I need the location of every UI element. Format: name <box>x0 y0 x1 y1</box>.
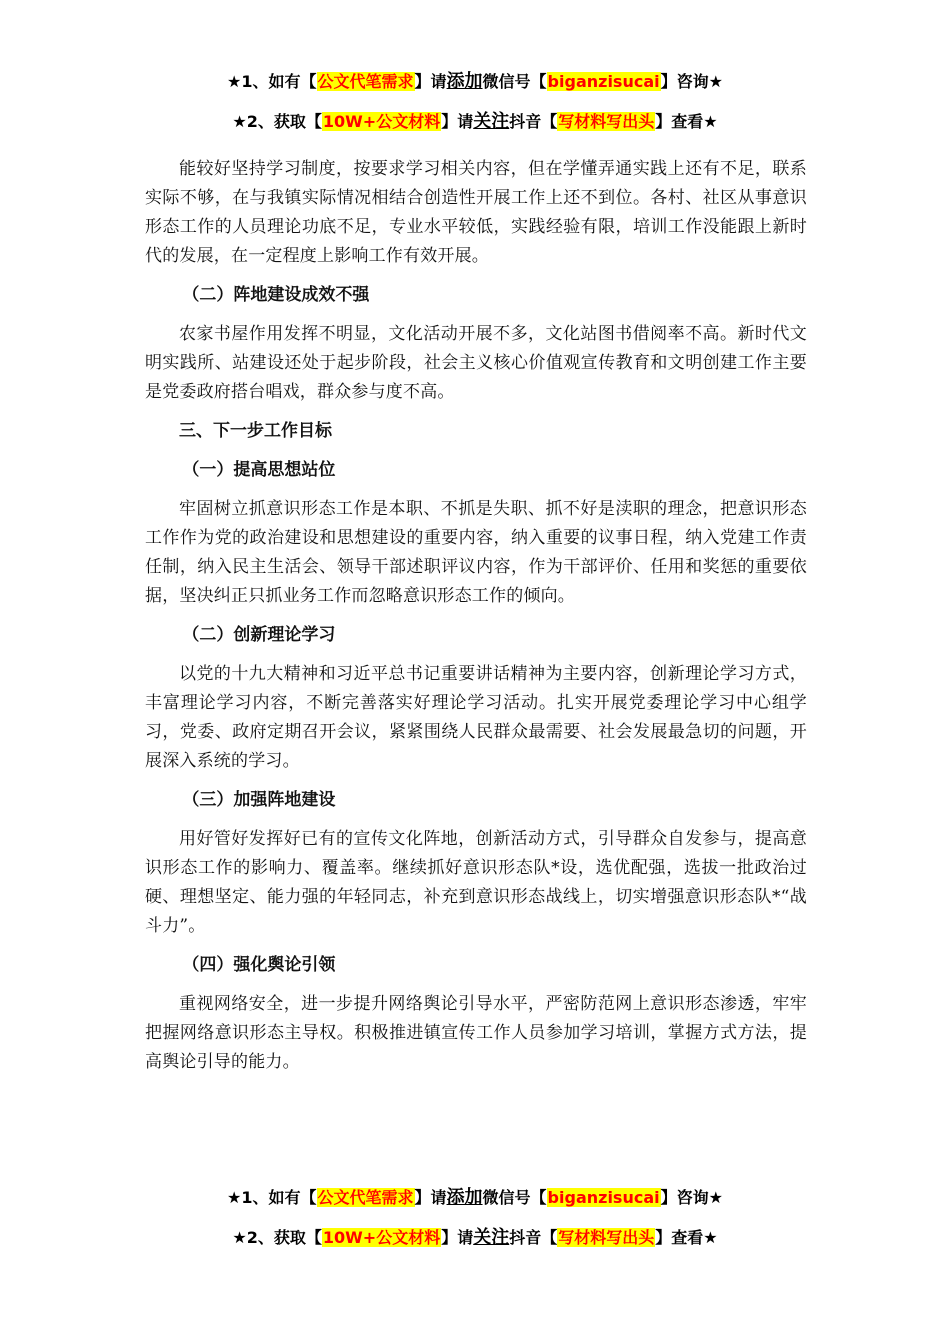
document-body <box>145 155 807 1087</box>
banner-highlight: biganzisucai <box>547 1188 660 1207</box>
banner-highlight: 10W+公文材料 <box>322 1228 441 1247</box>
banner-text: 抖音【 <box>509 112 558 131</box>
promo-banner-top-line2 <box>0 110 950 134</box>
banner-highlight: 写材料写出头 <box>558 112 655 131</box>
section-heading: 三、下一步工作目标 <box>179 421 332 441</box>
banner-highlight: 公文代笔需求 <box>317 1188 414 1207</box>
paragraph: 能较好坚持学习制度，按要求学习相关内容，但在学懂弄通实践上还有不足，联系实际不够，在与我镇实际情况相结合创造性开展工作上还不到位。各村、社区从事意识形态工作的人员理论功底不足，专业水平较低，实践经验有限，培训工作没能跟上新时代的发展，在一定程度上影响工作有效开展。 <box>145 159 807 266</box>
paragraph: 以党的十九大精神和习近平总书记重要讲话精神为主要内容，创新理论学习方式，丰富理论学习内容，不断完善落实好理论学习活动。扎实开展党委理论学习中心组学习，党委、政府定期召开会议，紧紧围绕人民群众最需要、社会发展最急切的问题，开展深入系统的学习。 <box>145 664 807 771</box>
banner-text: 】查看★ <box>655 1228 718 1247</box>
banner-text: 微信号【 <box>482 1188 547 1207</box>
banner-text: 】请 <box>414 1188 447 1207</box>
paragraph: 农家书屋作用发挥不明显，文化活动开展不多，文化站图书借阅率不高。新时代文明实践所、站建设还处于起步阶段，社会主义核心价值观宣传教育和文明创建工作主要是党委政府搭台唱戏，群众参与度不高。 <box>145 324 807 402</box>
promo-banner-top-line1 <box>0 70 950 94</box>
banner-text: ★2、获取【 <box>232 112 322 131</box>
banner-text: 微信号【 <box>482 72 547 91</box>
banner-text: ★1、如有【 <box>227 72 317 91</box>
section-heading: （四）强化舆论引领 <box>182 955 336 975</box>
section-heading: （二）阵地建设成效不强 <box>182 285 370 305</box>
banner-text: ★2、获取【 <box>232 1228 322 1247</box>
banner-text: ★1、如有【 <box>227 1188 317 1207</box>
section-heading: （二）创新理论学习 <box>182 625 336 645</box>
promo-banner-bottom-line2 <box>0 1226 950 1250</box>
banner-highlight: 10W+公文材料 <box>322 112 441 131</box>
banner-text: 】请 <box>441 112 474 131</box>
banner-underline: 添加 <box>446 1187 483 1208</box>
paragraph: 用好管好发挥好已有的宣传文化阵地，创新活动方式，引导群众自发参与，提高意识形态工作的影响力、覆盖率。继续抓好意识形态队*设，选优配强，选拔一批政治过硬、理想坚定、能力强的年轻同志，补充到意识形态战线上，切实增强意识形态队*“战斗力”。 <box>145 829 807 936</box>
paragraph: 牢固树立抓意识形态工作是本职、不抓是失职、抓不好是渎职的理念，把意识形态工作作为党的政治建设和思想建设的重要内容，纳入重要的议事日程，纳入党建工作责任制，纳入民主生活会、领导干部述职评议内容，作为干部评价、任用和奖惩的重要依据，坚决纠正只抓业务工作而忽略意识形态工作的倾向。 <box>145 499 807 606</box>
section-heading: （一）提高思想站位 <box>182 460 336 480</box>
section-heading: （三）加强阵地建设 <box>182 790 336 810</box>
paragraph: 重视网络安全，进一步提升网络舆论引导水平，严密防范网上意识形态渗透，牢牢把握网络意识形态主导权。积极推进镇宣传工作人员参加学习培训，掌握方式方法，提高舆论引导的能力。 <box>145 994 807 1072</box>
banner-highlight: 公文代笔需求 <box>317 72 414 91</box>
banner-highlight: 写材料写出头 <box>558 1228 655 1247</box>
banner-text: 抖音【 <box>509 1228 558 1247</box>
banner-underline: 关注 <box>473 111 510 132</box>
banner-underline: 添加 <box>446 71 483 92</box>
banner-underline: 关注 <box>473 1227 510 1248</box>
banner-text: 】请 <box>414 72 447 91</box>
banner-highlight: biganzisucai <box>547 72 660 91</box>
banner-text: 】咨询★ <box>660 1188 723 1207</box>
promo-banner-bottom-line1 <box>0 1186 950 1210</box>
banner-text: 】咨询★ <box>660 72 723 91</box>
banner-text: 】请 <box>441 1228 474 1247</box>
banner-text: 】查看★ <box>655 112 718 131</box>
